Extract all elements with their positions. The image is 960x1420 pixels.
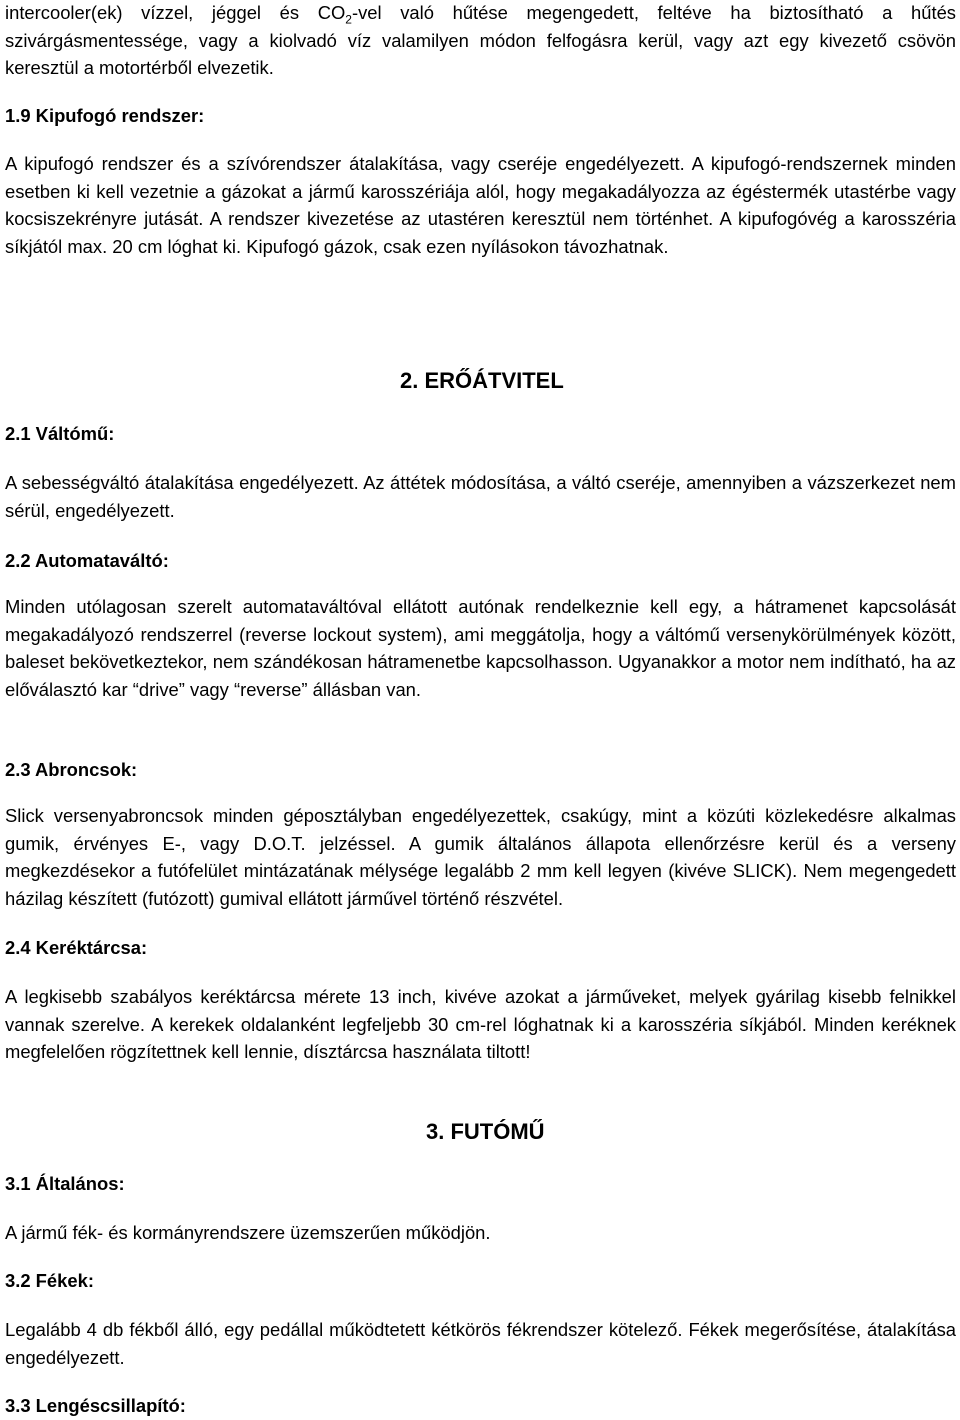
section-2-2-text: Minden utólagosan szerelt automataváltóval ellátott autónak rendelkeznie kell egy, a hátramenet kapcsolását megakadályozó rendszerrel (reverse lockout system), ami meggátolja, hogy a váltómű versenykörülmények között, baleset bekövetkeztekor, nem szándékosan hátramenetbe kapcsolhasson. Ugyanakkor a motor nem indítható, ha az előválasztó kar “drive” vagy “reverse” állásban van. bbox=[5, 596, 956, 700]
section-3-1-text: A jármű fék- és kormányrendszere üzemszerűen működjön. bbox=[5, 1222, 491, 1243]
chapter-2-title: 2. ERŐÁTVITEL bbox=[400, 368, 564, 393]
section-1-9-text: A kipufogó rendszer és a szívórendszer átalakítása, vagy cseréje engedélyezett. A kipufogó-rendszernek minden esetben ki kell vezetnie a gázokat a jármű karosszériája alól, hogy megakadályozza az égéstermék utastérbe vagy kocsiszekrényre jutását. A rendszer kivezetése az utastéren keresztül nem történhet. A kipufogóvég a karosszéria síkjától max. 20 cm lóghat ki. Kipufogó gázok, csak ezen nyílásokon távozhatnak. bbox=[5, 153, 956, 257]
intro-paragraph bbox=[5, 0, 956, 82]
section-2-3-text: Slick versenyabroncsok minden géposztályban engedélyezettek, csakúgy, mint a közúti közlekedésre alkalmas gumik, érvényes E-, vagy D.O.T. jelzéssel. A gumik általános állapota ellenőrzésre kerül és a verseny megkezdésekor a futófelület mintázatának mélysége legalább 2 mm kell legyen (kivéve SLICK). Nem megengedett házilag készített (futózott) gumival ellátott járművel történő részvétel. bbox=[5, 805, 956, 909]
section-1-9-heading: 1.9 Kipufogó rendszer: bbox=[5, 105, 205, 126]
intro-subscript: 2 bbox=[345, 12, 352, 27]
section-2-1-text: A sebességváltó átalakítása engedélyezett. Az áttétek módosítása, a váltó cseréje, amennyiben a vázszerkezet nem sérül, engedélyezett. bbox=[5, 472, 956, 521]
section-2-4-heading: 2.4 Keréktárcsa: bbox=[5, 937, 148, 958]
chapter-3-title: 3. FUTÓMŰ bbox=[426, 1119, 545, 1144]
section-2-1-heading: 2.1 Váltómű: bbox=[5, 423, 115, 444]
section-3-2-heading: 3.2 Fékek: bbox=[5, 1270, 94, 1291]
intro-text-post: -vel való hűtése megengedett, feltéve ha biztosítható a hűtés szivárgásmentessége, vagy a kiolvadó víz valamilyen módon felfogásra kerül, vagy azt egy kivezető csövön keresztül a motortérből elvezetik. bbox=[5, 2, 956, 78]
intro-text-pre: intercooler(ek) vízzel, jéggel és CO bbox=[5, 2, 346, 23]
section-2-3-heading: 2.3 Abroncsok: bbox=[5, 759, 138, 780]
section-2-4-text: A legkisebb szabályos keréktárcsa mérete 13 inch, kivéve azokat a járműveket, melyek gyárilag kisebb felnikkel vannak szerelve. A kerekek oldalanként legfeljebb 30 cm-rel lóghatnak ki a karosszéria síkjából. Minden keréknek megfelelően rögzítettnek kell lennie, dísztárcsa használata tiltott! bbox=[5, 986, 956, 1062]
section-3-2-text: Legalább 4 db fékből álló, egy pedállal működtetett kétkörös fékrendszer kötelező. Fékek megerősítése, átalakítása engedélyezett. bbox=[5, 1319, 956, 1368]
section-3-3-heading: 3.3 Lengéscsillapító: bbox=[5, 1395, 186, 1416]
section-2-2-heading: 2.2 Automataváltó: bbox=[5, 550, 169, 571]
section-3-1-heading: 3.1 Általános: bbox=[5, 1173, 125, 1194]
